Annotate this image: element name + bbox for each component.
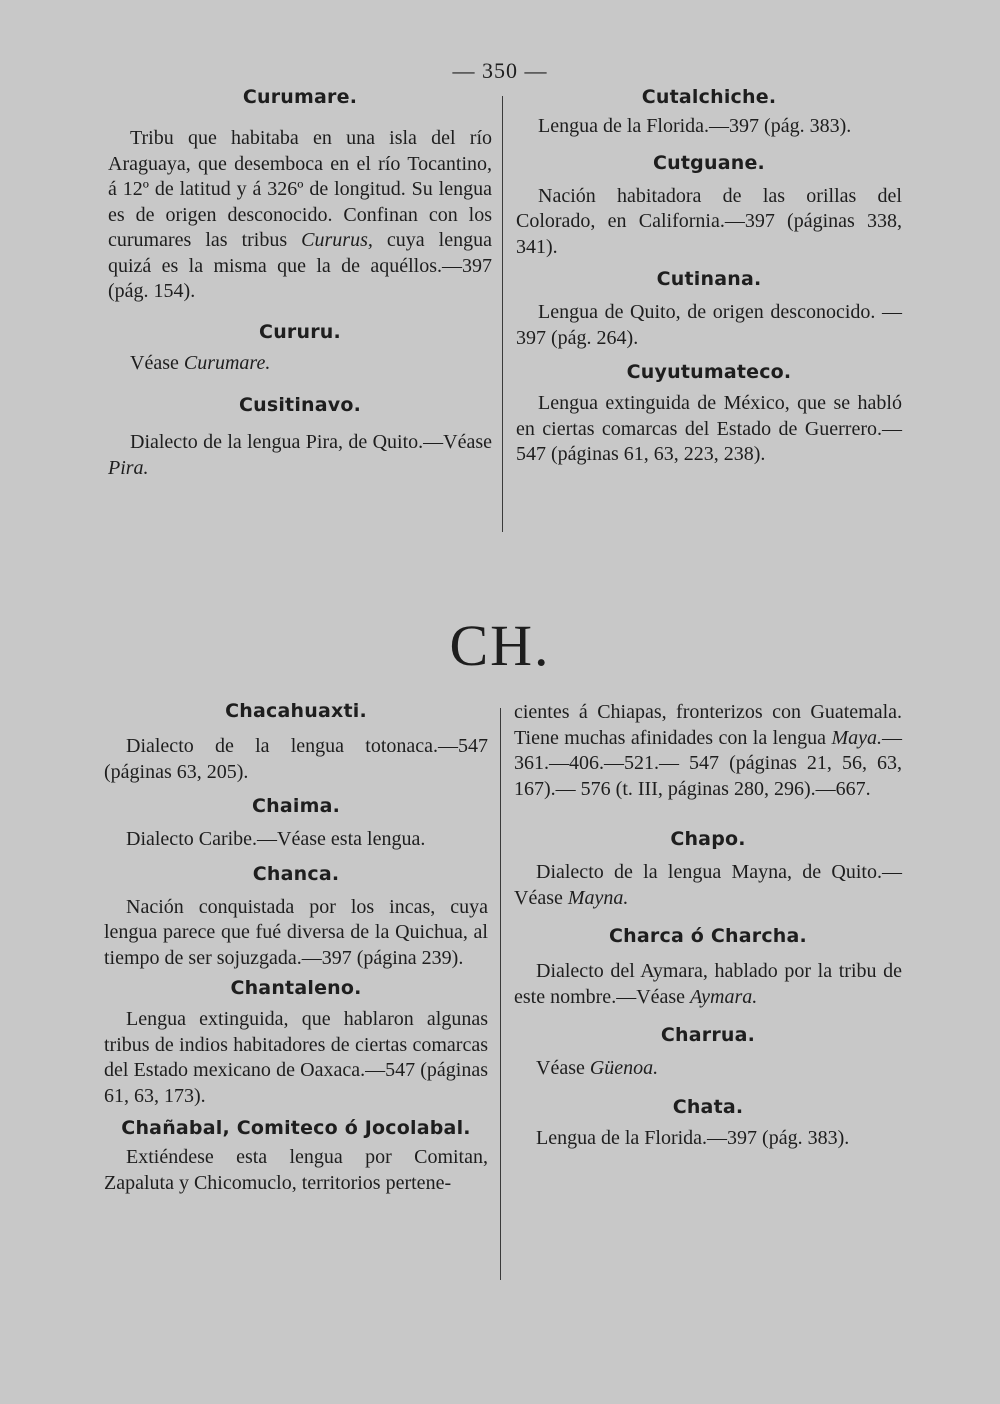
entry-heading: Chapo.: [670, 828, 746, 850]
entry: [104, 1117, 488, 1196]
entry-heading: Chacahuaxti.: [225, 700, 367, 722]
entry: [104, 977, 488, 1109]
entry-heading: Chanca.: [252, 862, 340, 885]
entry-body-continuation: cientes á Chiapas, fronterizos con Guatemala. Tiene muchas afinidades con la lengua Maya.—361.—406.—521.— 547 (páginas 21, 56, 63, 167).— 576 (t. III, páginas 280, 296).—667.: [514, 701, 902, 800]
entry-heading: Chantaleno.: [230, 977, 362, 999]
entry-body: Dialecto de la lengua Mayna, de Quito.—Véase Mayna.: [514, 861, 902, 909]
entry: [516, 361, 902, 468]
entry: [108, 394, 492, 481]
entry: [108, 321, 492, 377]
entry: [516, 86, 902, 140]
section-letter-heading: CH.: [449, 613, 551, 678]
entry: [104, 863, 488, 972]
entry: [104, 700, 488, 785]
entry-heading: Charrua.: [660, 1024, 756, 1046]
entry-body: Lengua extinguida, que hablaron algunas tribus de indios habitadores de ciertas comarcas del Estado mexicano de Oaxaca.—547 (páginas 61, 63, 173).: [104, 1008, 488, 1107]
entry-body: Lengua extinguida de México, que se habló en ciertas comarcas del Estado de Guerrero.—547 (páginas 61, 63, 223, 238).: [516, 392, 902, 465]
entry-body: Nación habitadora de las orillas del Colorado, en California.—397 (páginas 338, 341).: [516, 184, 902, 258]
entry-body: Dialecto del Aymara, hablado por la tribu de este nombre.—Véase Aymara.: [514, 960, 902, 1008]
entry-heading: Cutalchiche.: [641, 86, 777, 108]
entry: [514, 925, 902, 1010]
entry-body: Dialecto Caribe.—Véase esta lengua.: [126, 828, 426, 850]
entry-heading: Chaima.: [251, 795, 341, 817]
entry-heading: Cutguane.: [653, 151, 765, 174]
page-number: — 350 —: [452, 58, 548, 83]
entry-body: Tribu que habitaba en una isla del río Araguaya, que desemboca en el río Tocantino, á 12º de latitud y á 326º de longitud. Su lengua es de origen desconocido. Confinan con los curumares las tribus Cururus, cuya lengua quizá es la misma que la de aquéllos.—397 (pág. 154).: [108, 127, 492, 302]
entry-body: Lengua de la Florida.—397 (pág. 383).: [536, 1126, 850, 1149]
column-top-right: [516, 86, 902, 468]
entry-body: Dialecto de la lengua Pira, de Quito.—Véase Pira.: [108, 431, 492, 479]
entry: [516, 152, 902, 261]
column-top-left: [108, 86, 492, 481]
entry: [104, 795, 488, 853]
entry-body: Lengua de la Florida.—397 (pág. 383).: [538, 115, 852, 137]
entry-heading: Cuyutumateco.: [626, 361, 792, 383]
entry-body: Lengua de Quito, de origen desconocido. —397 (pág. 264).: [516, 301, 902, 349]
entry: [514, 828, 902, 911]
entry-body: Dialecto de la lengua totonaca.—547 (páginas 63, 205).: [104, 735, 488, 783]
column-bottom-right: [514, 700, 902, 1151]
entry-heading: Charca ó Charcha.: [609, 925, 807, 947]
entry-heading: Cutinana.: [656, 268, 762, 290]
entry: [108, 86, 492, 305]
entry-body: Nación conquistada por los incas, cuya lengua parece que fué diversa de la Quichua, al tiempo de ser sojuzgada.—397 (página 239).: [104, 895, 488, 969]
column-divider-bottom: [500, 708, 501, 1280]
entry-heading: Curumare.: [242, 86, 358, 108]
entry-heading: Chata.: [672, 1095, 744, 1118]
entry-body: Extiéndese esta lengua por Comitan, Zapaluta y Chicomuclo, territorios pertene-: [104, 1146, 488, 1194]
entry-heading: Cururu.: [259, 320, 341, 343]
column-divider-top: [502, 96, 503, 532]
entry-body: Véase Güenoa.: [536, 1057, 659, 1079]
entry-heading: Chañabal, Comiteco ó Jocolabal.: [121, 1117, 471, 1139]
entry: [516, 268, 902, 351]
entry: [514, 1024, 902, 1082]
entry-heading: Cusitinavo.: [238, 394, 362, 416]
column-bottom-left: [104, 700, 488, 1196]
entry-body: Véase Curumare.: [130, 351, 271, 374]
entry: [514, 1096, 902, 1152]
